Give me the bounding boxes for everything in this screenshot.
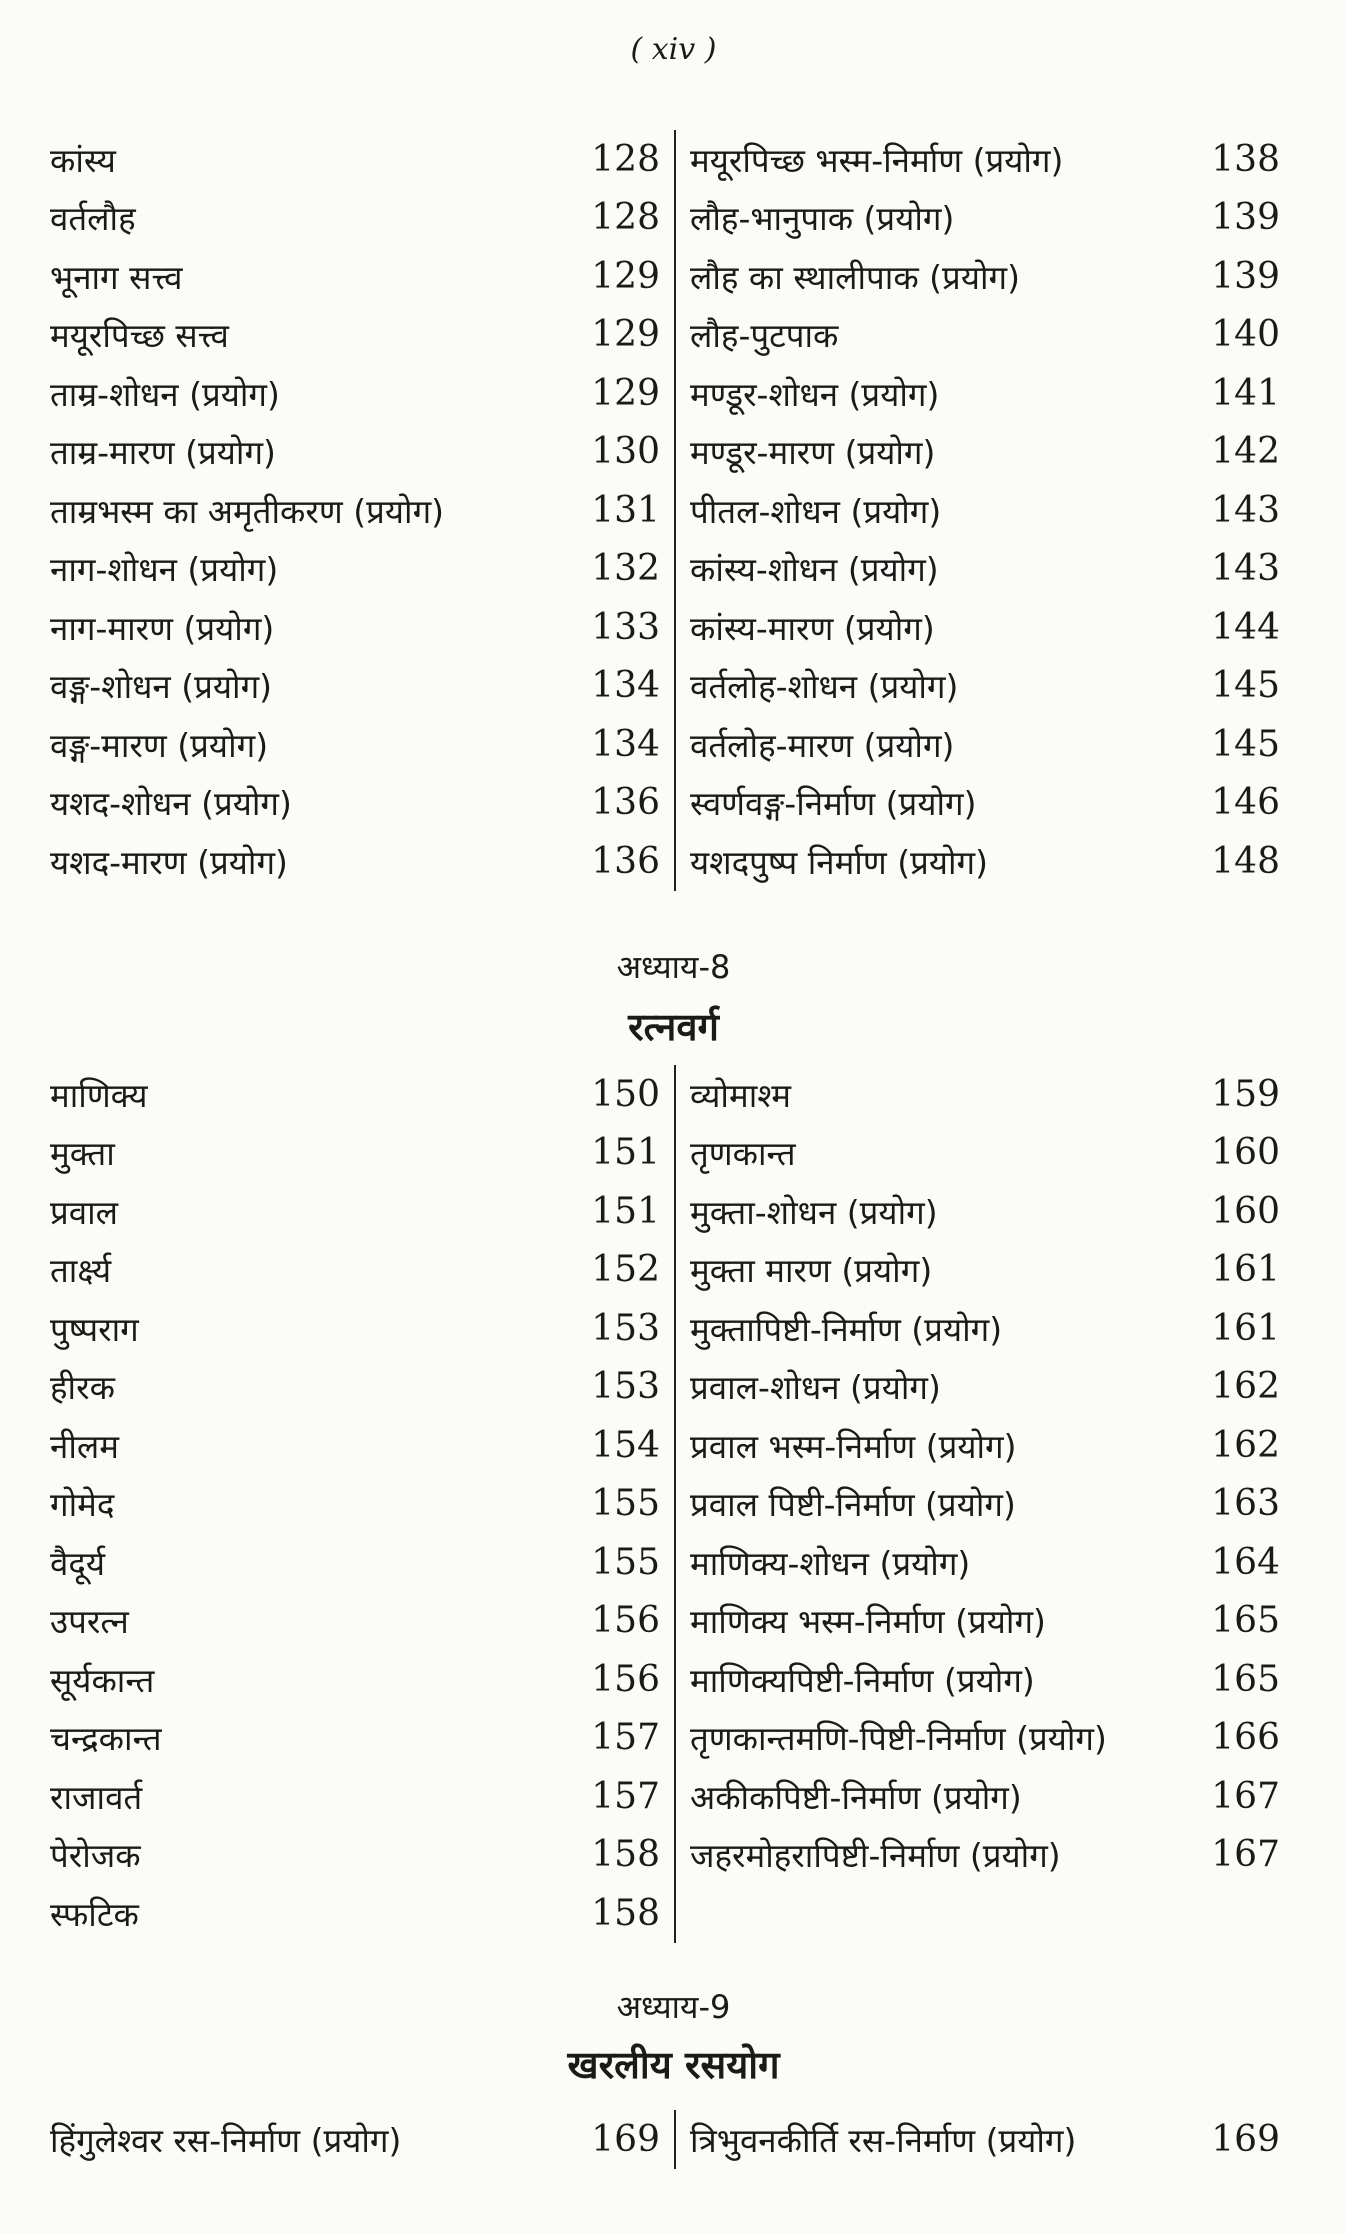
toc-entry-page: 131 [591, 489, 660, 531]
toc-entry-page: 150 [591, 1073, 660, 1115]
toc-entry-page: 133 [591, 606, 660, 648]
toc-entry [50, 1592, 660, 1651]
toc-entry-title: ताम्र-मारण (प्रयोग) [50, 433, 276, 473]
toc-entry-title: वङ्ग-मारण (प्रयोग) [50, 725, 269, 765]
chapter8-title: रत्नवर्ग [628, 1005, 719, 1049]
toc-entry [50, 1065, 660, 1124]
toc-entry-page: 153 [591, 1366, 660, 1408]
toc-entry [690, 1299, 1280, 1358]
toc-column-right [676, 2110, 1280, 2169]
toc-entry [50, 1533, 660, 1592]
toc-entry [690, 1592, 1280, 1651]
toc-entry [690, 1709, 1280, 1768]
toc-entry [50, 1182, 660, 1241]
toc-entry-title: कांस्य-मारण (प्रयोग) [690, 608, 935, 648]
toc-entry [690, 774, 1280, 833]
toc-entry-page: 157 [591, 1775, 660, 1817]
toc-entry-title: हिंगुलेश्वर रस-निर्माण (प्रयोग) [50, 2120, 402, 2160]
toc-entry [690, 1124, 1280, 1183]
toc-entry [690, 1416, 1280, 1475]
toc-entry [50, 423, 660, 482]
toc-entry-title: भूनाग सत्त्व [50, 257, 183, 297]
toc-entry-page: 153 [591, 1307, 660, 1349]
toc-entry-title: सूर्यकान्त [50, 1660, 155, 1700]
toc-entry-title: लौह का स्थालीपाक (प्रयोग) [690, 257, 1020, 297]
toc-entry [690, 1533, 1280, 1592]
toc-entry [50, 540, 660, 599]
toc-block-chapter8 [50, 1065, 1280, 1943]
toc-entry-title: व्योमाश्म [690, 1075, 792, 1115]
toc-column-right [676, 130, 1280, 891]
toc-entry-page: 165 [1211, 1600, 1280, 1642]
toc-entry-page: 144 [1211, 606, 1280, 648]
toc-entry-page: 129 [591, 372, 660, 414]
toc-entry-page: 134 [591, 723, 660, 765]
toc-entry-title: पीतल-शोधन (प्रयोग) [690, 491, 942, 531]
toc-entry-page: 143 [1211, 548, 1280, 590]
toc-entry-page: 161 [1211, 1249, 1280, 1291]
toc-entry-title: चन्द्रकान्त [50, 1719, 162, 1759]
toc-entry [50, 1650, 660, 1709]
toc-entry-page: 130 [591, 431, 660, 473]
toc-entry-title: यशद-शोधन (प्रयोग) [50, 784, 292, 824]
toc-entry-title: तृणकान्तमणि-पिष्टी-निर्माण (प्रयोग) [690, 1719, 1107, 1759]
toc-entry-page: 145 [1211, 723, 1280, 765]
toc-entry [690, 1650, 1280, 1709]
toc-entry-title: मुक्ता [50, 1134, 115, 1174]
toc-entry-title: लौह-भानुपाक (प्रयोग) [690, 199, 955, 239]
toc-entry-page: 160 [1211, 1132, 1280, 1174]
toc-entry-page: 128 [591, 197, 660, 239]
toc-entry [50, 1884, 660, 1943]
toc-entry [690, 481, 1280, 540]
toc-entry-page: 151 [591, 1132, 660, 1174]
toc-entry-page: 162 [1211, 1424, 1280, 1466]
toc-entry-title: स्फटिक [50, 1894, 139, 1934]
toc-entry-title: माणिक्य [50, 1075, 148, 1115]
toc-entry-title: ताम्र-शोधन (प्रयोग) [50, 374, 280, 414]
toc-entry-page: 145 [1211, 665, 1280, 707]
toc-entry-title: प्रवाल-शोधन (प्रयोग) [690, 1368, 941, 1408]
toc-entry-title: प्रवाल भस्म-निर्माण (प्रयोग) [690, 1426, 1017, 1466]
toc-entry [690, 1475, 1280, 1534]
toc-entry [50, 364, 660, 423]
toc-entry-title: मुक्ता मारण (प्रयोग) [690, 1251, 933, 1291]
toc-entry [50, 1358, 660, 1417]
toc-entry [690, 1767, 1280, 1826]
toc-entry-page: 143 [1211, 489, 1280, 531]
toc-entry [50, 1826, 660, 1885]
toc-entry-title: जहरमोहरापिष्टी-निर्माण (प्रयोग) [690, 1836, 1061, 1876]
toc-column-left [50, 2110, 676, 2169]
toc-entry [50, 715, 660, 774]
toc-entry [690, 657, 1280, 716]
toc-entry-page: 169 [1211, 2118, 1280, 2160]
toc-entry-title: नाग-मारण (प्रयोग) [50, 608, 275, 648]
toc-entry-title: वैदूर्य [50, 1543, 106, 1583]
toc-entry-title: मण्डूर-शोधन (प्रयोग) [690, 374, 940, 414]
toc-entry-page: 161 [1211, 1307, 1280, 1349]
toc-entry [690, 2110, 1280, 2169]
toc-entry [50, 1124, 660, 1183]
chapter9-title: खरलीय रसयोग [567, 2043, 780, 2087]
toc-entry [690, 423, 1280, 482]
toc-entry-title: प्रवाल पिष्टी-निर्माण (प्रयोग) [690, 1485, 1016, 1525]
toc-entry-title: कांस्य [50, 140, 116, 180]
toc-entry-title: माणिक्यपिष्टी-निर्माण (प्रयोग) [690, 1660, 1035, 1700]
toc-entry-page: 166 [1211, 1717, 1280, 1759]
toc-entry-title: ताम्रभस्म का अमृतीकरण (प्रयोग) [50, 491, 445, 531]
toc-entry [50, 832, 660, 891]
toc-entry [50, 306, 660, 365]
toc-entry [690, 247, 1280, 306]
toc-entry-page: 128 [591, 138, 660, 180]
toc-entry-page: 152 [591, 1249, 660, 1291]
toc-entry [690, 598, 1280, 657]
toc-entry [690, 1182, 1280, 1241]
toc-entry [50, 1709, 660, 1768]
toc-entry-page: 148 [1211, 840, 1280, 882]
toc-entry [50, 1767, 660, 1826]
toc-entry-page: 169 [591, 2118, 660, 2160]
toc-entry [690, 364, 1280, 423]
toc-entry-title: मण्डूर-मारण (प्रयोग) [690, 433, 936, 473]
toc-entry-title: लौह-पुटपाक [690, 316, 839, 356]
toc-entry [50, 2110, 660, 2169]
toc-entry-title: यशद-मारण (प्रयोग) [50, 842, 288, 882]
toc-entry-page: 157 [591, 1717, 660, 1759]
toc-column-left [50, 130, 676, 891]
toc-entry-page: 136 [591, 840, 660, 882]
toc-entry-page: 155 [591, 1541, 660, 1583]
toc-entry-page: 140 [1211, 314, 1280, 356]
toc-entry-title: माणिक्य भस्म-निर्माण (प्रयोग) [690, 1602, 1046, 1642]
toc-entry-title: वर्तलौह [50, 199, 136, 239]
toc-entry-page: 129 [591, 255, 660, 297]
toc-entry-title: राजावर्त [50, 1777, 143, 1817]
toc-entry-page: 151 [591, 1190, 660, 1232]
toc-entry-page: 164 [1211, 1541, 1280, 1583]
toc-entry-page: 159 [1211, 1073, 1280, 1115]
toc-block-section7 [50, 130, 1280, 891]
toc-entry-page: 134 [591, 665, 660, 707]
toc-entry [690, 306, 1280, 365]
toc-entry [50, 189, 660, 248]
toc-entry-title: अकीकपिष्टी-निर्माण (प्रयोग) [690, 1777, 1022, 1817]
toc-entry-page: 165 [1211, 1658, 1280, 1700]
toc-entry-page: 156 [591, 1600, 660, 1642]
toc-entry-page: 158 [591, 1834, 660, 1876]
toc-entry-page: 132 [591, 548, 660, 590]
toc-entry-title: त्रिभुवनकीर्ति रस-निर्माण (प्रयोग) [690, 2120, 1077, 2160]
toc-entry-page: 146 [1211, 782, 1280, 824]
toc-entry-title: स्वर्णवङ्ग-निर्माण (प्रयोग) [690, 784, 977, 824]
toc-entry [690, 715, 1280, 774]
toc-block-chapter9 [50, 2110, 1280, 2169]
toc-entry-page: 141 [1211, 372, 1280, 414]
toc-entry-title: मयूरपिच्छ सत्त्व [50, 316, 229, 356]
toc-entry-title: वर्तलोह-शोधन (प्रयोग) [690, 667, 959, 707]
toc-entry-title: मुक्तापिष्टी-निर्माण (प्रयोग) [690, 1309, 1003, 1349]
toc-entry-page: 162 [1211, 1366, 1280, 1408]
toc-entry [690, 1065, 1280, 1124]
toc-entry-title: तार्क्ष्य [50, 1251, 112, 1291]
toc-entry [690, 832, 1280, 891]
toc-entry [690, 189, 1280, 248]
chapter8-label: अध्याय-8 [616, 948, 731, 986]
toc-entry-page: 139 [1211, 255, 1280, 297]
toc-entry-title: पुष्पराग [50, 1309, 139, 1349]
toc-entry [690, 130, 1280, 189]
toc-entry-title: हीरक [50, 1368, 115, 1408]
toc-entry-title: नाग-शोधन (प्रयोग) [50, 550, 279, 590]
toc-entry-title: नीलम [50, 1426, 119, 1466]
toc-entry-page: 167 [1211, 1775, 1280, 1817]
toc-entry-title: मुक्ता-शोधन (प्रयोग) [690, 1192, 938, 1232]
toc-entry [50, 774, 660, 833]
toc-entry-title: कांस्य-शोधन (प्रयोग) [690, 550, 939, 590]
toc-entry [50, 1475, 660, 1534]
toc-entry [50, 1416, 660, 1475]
toc-entry [690, 1826, 1280, 1885]
toc-entry-title: गोमेद [50, 1485, 115, 1525]
toc-entry [50, 598, 660, 657]
toc-entry-title: वर्तलोह-मारण (प्रयोग) [690, 725, 955, 765]
toc-entry-page: 158 [591, 1892, 660, 1934]
toc-entry-title: उपरत्न [50, 1602, 129, 1642]
toc-entry-page: 155 [591, 1483, 660, 1525]
toc-entry-page: 129 [591, 314, 660, 356]
toc-entry-page: 156 [591, 1658, 660, 1700]
toc-entry-page: 160 [1211, 1190, 1280, 1232]
toc-entry [50, 130, 660, 189]
toc-entry-page: 139 [1211, 197, 1280, 239]
toc-entry-title: वङ्ग-शोधन (प्रयोग) [50, 667, 273, 707]
page-header: ( xiv ) [630, 32, 717, 67]
toc-entry [50, 247, 660, 306]
toc-entry-title: मयूरपिच्छ भस्म-निर्माण (प्रयोग) [690, 140, 1064, 180]
toc-entry-page: 136 [591, 782, 660, 824]
toc-entry [50, 1241, 660, 1300]
toc-entry-title: तृणकान्त [690, 1134, 796, 1174]
toc-entry-page: 163 [1211, 1483, 1280, 1525]
chapter9-label: अध्याय-9 [616, 1988, 731, 2026]
toc-entry-page: 142 [1211, 431, 1280, 473]
toc-entry [50, 657, 660, 716]
toc-column-left [50, 1065, 676, 1943]
toc-entry [690, 540, 1280, 599]
toc-entry-title: यशदपुष्प निर्माण (प्रयोग) [690, 842, 988, 882]
toc-entry-page: 138 [1211, 138, 1280, 180]
toc-column-right [676, 1065, 1280, 1943]
toc-entry [690, 1358, 1280, 1417]
toc-entry-page: 167 [1211, 1834, 1280, 1876]
toc-entry [50, 1299, 660, 1358]
toc-entry-page: 154 [591, 1424, 660, 1466]
toc-entry-title: प्रवाल [50, 1192, 119, 1232]
toc-entry [50, 481, 660, 540]
toc-entry [690, 1241, 1280, 1300]
toc-entry-title: माणिक्य-शोधन (प्रयोग) [690, 1543, 971, 1583]
toc-entry-title: पेरोजक [50, 1836, 141, 1876]
